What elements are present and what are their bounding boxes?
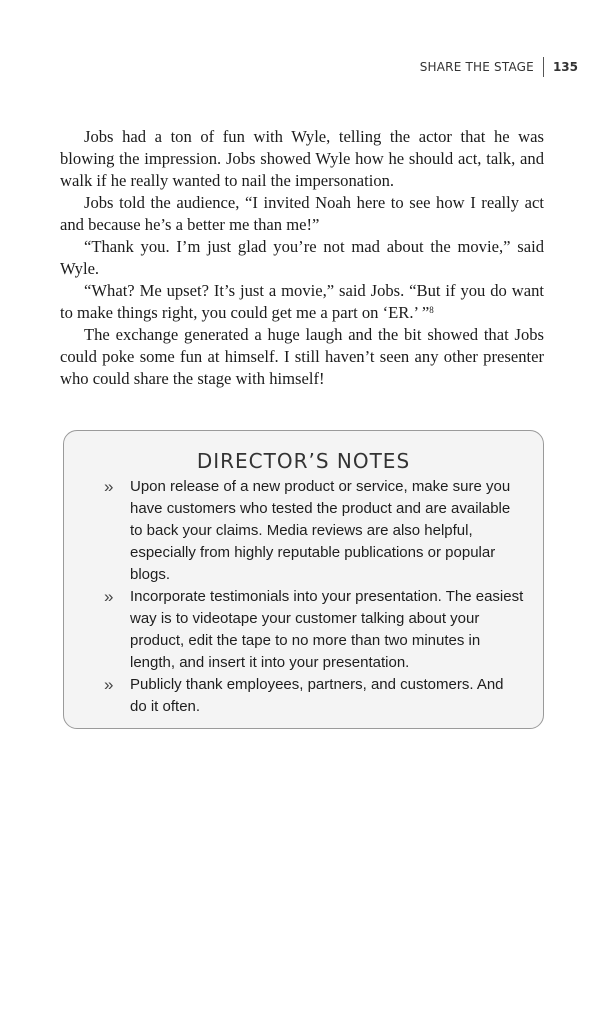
page-number: 135	[552, 60, 578, 74]
directors-notes-title: DIRECTOR’S NOTES	[196, 449, 411, 473]
directors-notes-box	[63, 430, 544, 729]
chevron-right-icon: »	[104, 675, 114, 694]
list-item	[104, 674, 524, 718]
paragraph: The exchange generated a huge laugh and the bit showed that Jobs could poke some fun at himself. I still haven’t seen any other presenter who could share the stage with himself!	[60, 325, 544, 388]
footnote-marker: 8	[429, 305, 434, 315]
body-text	[60, 126, 544, 390]
paragraph	[60, 280, 544, 324]
list-item-text: Incorporate testimonials into your presentation. The easiest way is to videotape your customer talking about your product, edit the tape to no more than two minutes in length, and insert it into your presentation.	[130, 588, 524, 671]
paragraph: Jobs told the audience, “I invited Noah here to see how I really act and because he’s a better me than me!”	[60, 193, 544, 234]
section-title: SHARE THE STAGE	[419, 60, 534, 74]
running-head	[420, 57, 578, 77]
paragraph: Jobs had a ton of fun with Wyle, telling the actor that he was blowing the impression. Jobs showed Wyle how he should act, talk, and walk if he really wanted to nail the impersonation.	[60, 127, 544, 190]
chevron-right-icon: »	[104, 477, 114, 496]
list-item-text: Upon release of a new product or service, make sure you have customers who tested the product and are available to back your claims. Media reviews are also helpful, especially from highly reputable publications or popular blogs.	[130, 478, 511, 583]
list-item	[104, 476, 524, 586]
paragraph: “Thank you. I’m just glad you’re not mad about the movie,” said Wyle.	[60, 237, 544, 278]
list-item	[104, 586, 524, 674]
chevron-right-icon: »	[104, 587, 114, 606]
paragraph-text: “What? Me upset? It’s just a movie,” said Jobs. “But if you do want to make things right, you could get me a part on ‘ER.’ ”	[60, 281, 544, 322]
directors-notes-list	[104, 476, 524, 718]
list-item-text: Publicly thank employees, partners, and customers. And do it often.	[130, 676, 504, 715]
